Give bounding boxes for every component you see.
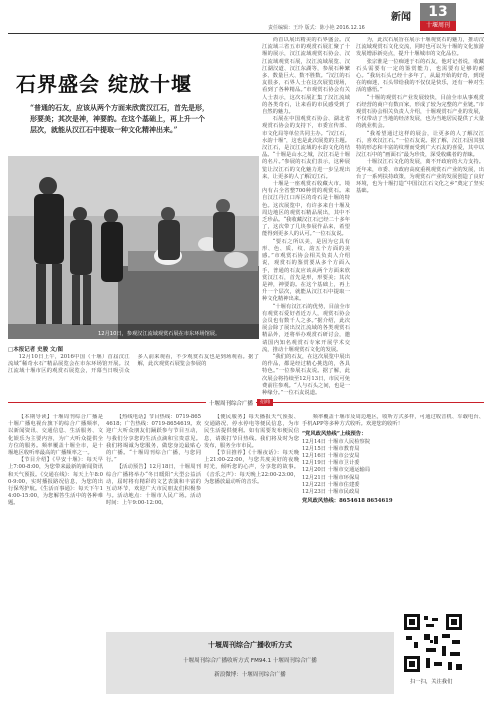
ad-paragraph: 【节目介绍】《早安十堰》：每天早上7:00-8:00，为您带来最新的新闻资讯和天气预报。《交通在线》：每天上午8:00-9:00，实时播报路况信息，为您的出行保驾护航。《生活百事通》：每天下午14:00-15:00，为您解答生活中的各种难题。 (8, 457, 103, 507)
article-paragraph: 12月10日上午，2016中国（十堰）首届汉江流域“稀奇水石”精品展览会在市东环场馆开展。汉江流域十堰市区的观赏石展览会，开幕当日吸引众多人前来观看，不少观赏石友也是到场观看。据了解，此次观赏石展览会参展的 (8, 354, 259, 375)
article-photo (8, 156, 259, 339)
headline: 石界盛会 绽放十堰 (16, 72, 192, 96)
ad-footer (106, 632, 394, 694)
qr-label: 扫一扫，关注我们 (410, 679, 453, 685)
ad-tag: 招商 (257, 399, 273, 406)
ad-paragraph: 频率覆盖十堰市及周边地区，收听方式多样，可通过收音机、车载电台、手机APP等多种方式收听。欢迎您的收听！ (302, 414, 484, 428)
article-paragraph: “我希望通过这样的展会，让更多的人了解汉江石，喜欢汉江石。”一位石友说。据了解，汉江石因其独特的形态和丰富的纹理而受到广大石友的喜爱，其中以汉江石中的“画面石”最为珍贵，深受收藏者的青睐。 (356, 130, 484, 159)
article-paragraph: “我们的石友，在这次展览中展出的作品，都是经过精心挑选的，各具特色。”一位参展石友说。据了解，此次展会将持续至12月13日，市民可免费前往参观。“人与石头之间，也是一种缘分。”一位石友说道。 (262, 353, 350, 396)
article-paragraph: 十堰汉江石文化的发展，离不开政府的大力支持。近年来，市委、市政府高度重视观赏石产业的发展，出台了一系列扶持政策，为观赏石产业的发展创造了良好环境，也为十堰打造“中国汉江石文化之乡”奠定了坚实基础。 (356, 159, 484, 195)
pull-quote: “普通的石友，应该从两个方面来欣赏汉江石，首先是形，形要美；其次是神，神要韵。在这个基础上，再上升一个层次，就能从汉江石中提取一种文化精神出来。” (30, 103, 210, 134)
hotline-list-title: “党风政风热线”上线预告： (302, 431, 367, 438)
article-paragraph: 张宗淮是一位痴迷于石的石友，他对记者说，收藏石头需要有一定的鉴赏能力，也需要有足够的耐心。“我玩石头已经十多年了，从最开始的好奇，到现在的痴迷，石头带给我的不仅仅是快乐，还有一种对生活的感悟。” (356, 58, 484, 94)
editor-line: 责任编辑：王玲 版式：陈小艳 2016.12.16 (268, 25, 365, 31)
byline: □本报记者 史骏 文/图 (8, 347, 64, 353)
article-paragraph: “十堰的观赏石产业发展较快，目前全市从事观赏石经营的商户有数百家，形成了较为完整的产业链。”市观赏石协会相关负责人介绍，十堰观赏石产业的发展，不仅带动了当地的经济发展，也为当地居民提供了大量的就业机会。 (356, 94, 484, 130)
ad-paragraph: 【本期导读】十堰周刊综合广播是十堰广播电视台旗下的综合广播频率，以新闻资讯、交通信息、生活服务、文化娱乐为主要内容，为广大听众提供全方位的服务。频率覆盖十堰全市，是十堰地区收听率最高的广播频率之一。 (8, 414, 103, 457)
qr-code-image (402, 612, 464, 674)
article-paragraph: “十堰有汉江石的优势，目前全市有观赏石爱好者近万人，观赏石协会会员也有数千人之多。”据介绍，此次展会除了展出汉江流域的各类观赏石精品外，还将举办观赏石研讨会，邀请国内知名观赏石专家开展学术交流，推动十堰观赏石文化的发展。 (262, 303, 350, 353)
ad-title: 十堰周刊综合广播 (206, 399, 256, 407)
article-paragraph: 为，此次石展旨在展示十堰观赏石的魅力，推动汉江流域观赏石文化交流，同时也可以为十堰的文化旅游发展增添新亮点，提升十堰城市的文化品位。 (356, 37, 484, 58)
ad-footer-line2: 十堰周刊综合广播收听方式 FM94.1 十堰周刊综合广播 (183, 658, 317, 664)
article-paragraph: 尚首以展出精美的石界盛会。汉江流域三省五市的观赏石展汇聚了十堰的展示，汉江流域观赏石协会、汉江流域观赏石展，汉江流域展览、汉江湖汉道、汉江东湖等，参展石种繁多、数量巨大、数不胜数。“汉江的石友很多，石界人士在这次展览现场，看到了各种精品。”市观赏石协会有关人士表示，这次石展汇集了汉江流域的各类奇石，让来看的市民感受到了自然的魅力。 (262, 37, 350, 116)
ad-paragraph: 【活动预告】12月18日，十堰周刊综合广播将举办“冬日暖阳”大型公益活动，届时将有精彩的文艺表演和丰富的互动环节，欢迎广大市民朋友们积极参与。活动地点：十堰市人民广场。活动时间：上午9:00-12:00。 (106, 464, 201, 507)
ad-column-1 (8, 414, 103, 694)
ad-footer-line3: 新浪微博：十堰周刊综合广播 (214, 672, 286, 678)
ad-footer-line1: 十堰周刊综合广播收听方式 (208, 641, 292, 649)
hotline-schedule: 12月14日 十堰市人民检察院 12月15日 十堰市教育局 12月16日 十堰市公安局 12月19日 十堰市卫计委 12月20日 十堰市交通运输局 12月21日 十堰市环保局 12月22日 十堰市住建委 12月23日 十堰市民政局 (302, 438, 371, 496)
page-number: 13 (420, 3, 456, 21)
article-intro-column (8, 354, 259, 398)
ad-paragraph: 【便民服务】每天播报天气预报、交通路况、停水停电等便民信息，为市民生活提供便利。如有需要发布便民信息，请拨打节目热线。我们将及时为您发布，服务全市市民。 (204, 414, 299, 449)
qr-code-graphic (402, 612, 464, 674)
section-title: 新闻 (391, 12, 411, 23)
edition-label: 十堰周刊 (420, 21, 456, 31)
article-paragraph: “要石之所以美，是因为它具有形、色、质、纹、韵五个方面的美感。”市观赏石协会相关负责人介绍说，观赏石的鉴赏要从多个方面入手，普通的石友应该从两个方面来欣赏汉江石，首先是形，形要美；其次是神，神要韵。在这个基础上，再上升一个层次，就能从汉江石中提取一种文化精神出来。 (262, 238, 350, 303)
photo-illustration (8, 156, 259, 339)
article-middle-column (262, 37, 350, 397)
ad-column-4 (302, 414, 484, 610)
header-rule (8, 33, 484, 34)
ad-paragraph: 【热线电话】节目热线：0719-8654618；广告热线：0719-8654619。欢迎广大听众朋友们踊跃参与节目互动，与我们分享您的生活点滴和宝贵意见。我们将竭诚为您服务，做您身边最贴心的广播。“十堰周刊综合广播，与您同行。” (106, 414, 201, 464)
ad-column-2 (106, 414, 201, 628)
hotline-numbers: 党风政风热线：8654618 8654619 (302, 498, 393, 505)
article-paragraph: 十堰是一座观赏石收藏大市。境内有占全省整700种赏的观赏石。来自汉江丹江口库区的奇石是十堰的特色。这次展览中，有许多来自十堰及周边地区的观赏石精品展出，其中不乏珍品。“我收藏汉江石已经二十多年了，这次带了几块参展作品来，希望能得到更多人的认可。”一位石友说。 (262, 181, 350, 238)
ad-column-3 (204, 414, 299, 628)
article-right-column (356, 37, 484, 397)
ad-paragraph: 【节目推荐】《十堰夜话》：每天晚上21:00-22:00，与您共度美好的夜晚时光，倾听您的心声，分享您的故事。《音乐之声》：每天晚上22:00-23:00，为您播放最动听的音乐。 (204, 450, 299, 485)
article-paragraph: 石展在中国观赏石协会、湖北省观赏石协会的支持下，市委宣传部、市文化局等单位共同主办。“汉江石，水韵十堰”，这也是此次展览的主题。汉江石，是汉江流域的水韵文化的结晶。“十堰是山水之城，汉江石是十堰的名片。”参展的石友们表示，这种展览让汉江石的文化魅力进一步呈现出来，让更多的人了解汉江石。 (262, 116, 350, 180)
photo-caption: 12月10日，参观汉江流域观赏石展在市东环场馆展。 (98, 331, 221, 337)
